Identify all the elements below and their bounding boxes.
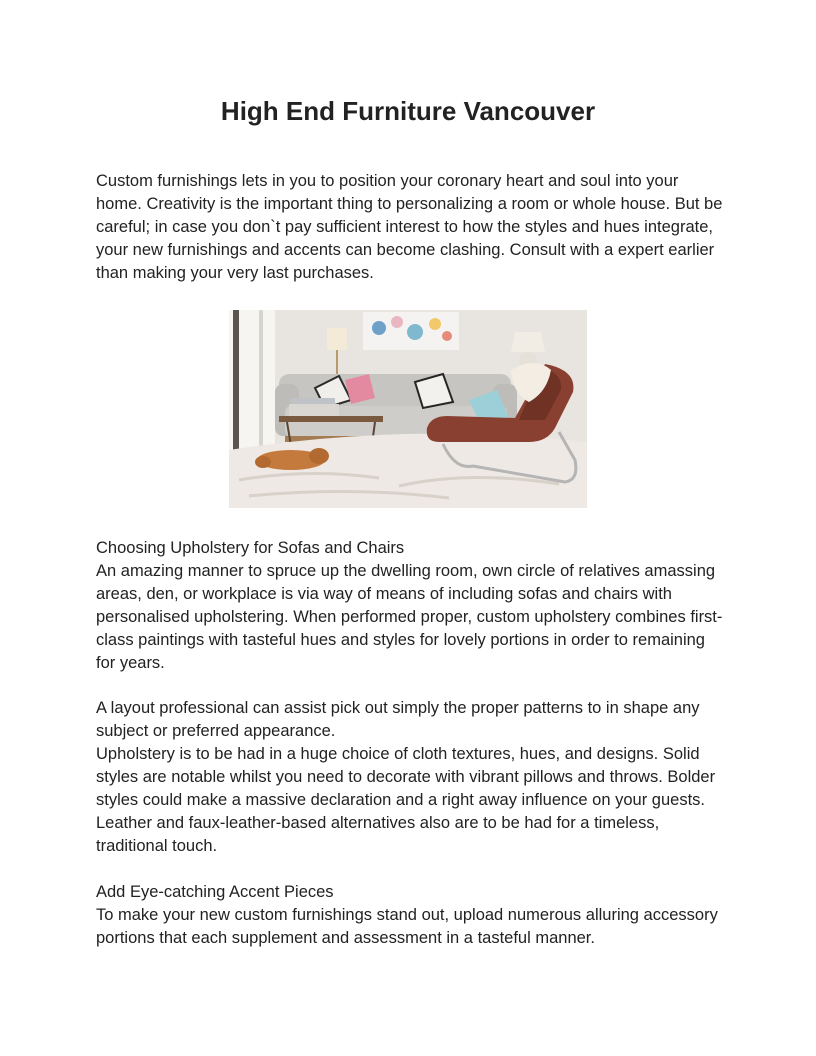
upholstery-choices-paragraph: Upholstery is to be had in a huge choice of cloth textures, hues, and designs. Solid styles are notable whilst you need to decorate with vibrant pillows and throws. Bolder styles could make a massive declaration and a right away influence on your guests. Leather and faux-leather-based alternatives also are to be had for a timeless, traditional touch. <box>96 745 716 855</box>
section-heading-accent: Add Eye-catching Accent Pieces <box>96 883 334 901</box>
layout-professional-paragraph: A layout professional can assist pick out simply the proper patterns to in shape any subject or preferred appearance. <box>96 699 700 740</box>
section-heading-upholstery: Choosing Upholstery for Sofas and Chairs <box>96 539 405 557</box>
accent-pieces-paragraph: To make your new custom furnishings stand out, upload numerous alluring accessory portions that each supplement and assessment in a tasteful manner. <box>96 906 718 947</box>
upholstery-paragraph: An amazing manner to spruce up the dwelling room, own circle of relatives amassing areas, den, or workplace is via way of means of including sofas and chairs with personalised upholstering. When performed proper, custom upholstery combines first-class paintings with tasteful hues and styles for lovely portions in order to remaining for years. <box>96 562 723 672</box>
page-title: High End Furniture Vancouver <box>220 96 596 126</box>
living-room-photo <box>229 310 587 508</box>
intro-paragraph: Custom furnishings lets in you to position your coronary heart and soul into your home. Creativity is the important thing to personalizing a room or whole house. But be careful; in case you don`t pay sufficient interest to how the styles and hues integrate, your new furnishings and accents can become clashing. Consult with a expert earlier than making your very last purchases. <box>96 172 723 282</box>
